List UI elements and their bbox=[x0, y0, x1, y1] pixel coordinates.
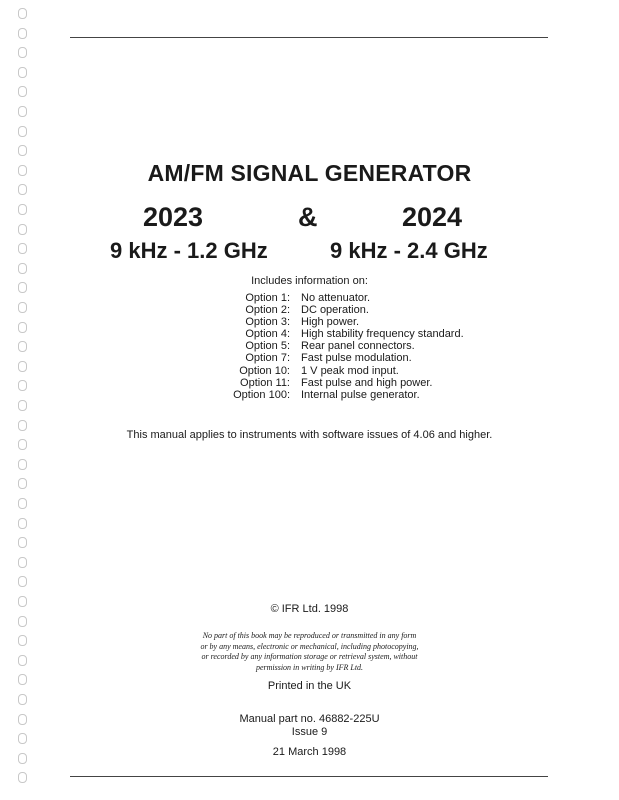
top-rule bbox=[70, 37, 548, 38]
legal-notice bbox=[0, 631, 619, 673]
model-2023: 2023 bbox=[143, 202, 204, 232]
binding-hole bbox=[18, 126, 27, 137]
printed-in: Printed in the UK bbox=[267, 680, 352, 692]
option-row bbox=[220, 328, 464, 340]
legal-line: permission in writing by IFR Ltd. bbox=[255, 662, 364, 672]
option-row bbox=[220, 365, 464, 377]
option-name: Option 100: bbox=[233, 388, 290, 401]
includes-label: Includes information on: bbox=[251, 275, 368, 287]
issue-number: Issue 9 bbox=[291, 726, 328, 738]
option-row bbox=[220, 292, 464, 304]
option-row bbox=[220, 340, 464, 352]
binding-hole bbox=[18, 518, 27, 529]
option-name: Option 5: bbox=[245, 340, 290, 353]
option-description: 1 V peak mod input. bbox=[301, 364, 399, 377]
binding-hole bbox=[18, 380, 27, 391]
option-row bbox=[220, 304, 464, 316]
option-description: Rear panel connectors. bbox=[301, 340, 415, 353]
binding-hole bbox=[18, 616, 27, 627]
option-name: Option 11: bbox=[240, 376, 290, 389]
binding-hole bbox=[18, 263, 27, 274]
option-name: Option 2: bbox=[245, 304, 290, 317]
binding-hole bbox=[18, 47, 27, 58]
binding-hole bbox=[18, 459, 27, 470]
binding-hole bbox=[18, 106, 27, 117]
option-description: DC operation. bbox=[301, 304, 369, 317]
range-2024: 9 kHz - 2.4 GHz bbox=[330, 238, 488, 263]
option-description: High stability frequency standard. bbox=[301, 328, 464, 341]
option-description: Internal pulse generator. bbox=[301, 388, 420, 401]
copyright: © IFR Ltd. 1998 bbox=[270, 603, 349, 615]
binding-hole bbox=[18, 224, 27, 235]
legal-line: No part of this book may be reproduced or transmitted in any form bbox=[202, 631, 417, 640]
option-description: Fast pulse and high power. bbox=[301, 376, 433, 389]
option-name: Option 1: bbox=[245, 292, 290, 304]
option-description: High power. bbox=[301, 316, 360, 329]
option-description: Fast pulse modulation. bbox=[301, 352, 412, 365]
binding-hole bbox=[18, 694, 27, 705]
binding-hole bbox=[18, 243, 27, 254]
issue-date: 21 March 1998 bbox=[272, 746, 347, 758]
binding-hole bbox=[18, 537, 27, 548]
binding-hole bbox=[18, 557, 27, 568]
legal-line: or by any means, electronic or mechanical, including photocopying, bbox=[200, 641, 419, 651]
binding-hole bbox=[18, 341, 27, 352]
binding-hole bbox=[18, 478, 27, 489]
binding-hole bbox=[18, 67, 27, 78]
option-description: No attenuator. bbox=[301, 292, 371, 304]
range-2023: 9 kHz - 1.2 GHz bbox=[110, 238, 268, 263]
binding-hole bbox=[18, 145, 27, 156]
binding-hole bbox=[18, 86, 27, 97]
binding-hole bbox=[18, 498, 27, 509]
binding-hole bbox=[18, 302, 27, 313]
binding-hole bbox=[18, 361, 27, 372]
option-name: Option 10: bbox=[239, 364, 290, 377]
binding-hole bbox=[18, 28, 27, 39]
document-title: AM/FM SIGNAL GENERATOR bbox=[147, 160, 472, 186]
model-2024: 2024 bbox=[402, 202, 463, 232]
binding-holes bbox=[14, 8, 36, 792]
option-row bbox=[220, 377, 464, 389]
binding-hole bbox=[18, 8, 27, 19]
option-row bbox=[220, 316, 464, 328]
binding-hole bbox=[18, 576, 27, 587]
ampersand: & bbox=[298, 202, 318, 232]
option-row bbox=[220, 389, 464, 401]
binding-hole bbox=[18, 322, 27, 333]
option-name: Option 4: bbox=[245, 328, 290, 341]
bottom-rule bbox=[70, 776, 548, 777]
options-list bbox=[220, 292, 464, 401]
option-name: Option 7: bbox=[245, 352, 290, 365]
manual-part-number: Manual part no. 46882-225U bbox=[239, 713, 380, 725]
applies-text: This manual applies to instruments with software issues of 4.06 and higher. bbox=[126, 429, 493, 441]
option-name: Option 3: bbox=[245, 316, 290, 329]
option-row bbox=[220, 352, 464, 364]
legal-line: or recorded by any information storage or retrieval system, without bbox=[201, 652, 418, 661]
binding-hole bbox=[18, 204, 27, 215]
binding-hole bbox=[18, 772, 27, 783]
binding-hole bbox=[18, 400, 27, 411]
